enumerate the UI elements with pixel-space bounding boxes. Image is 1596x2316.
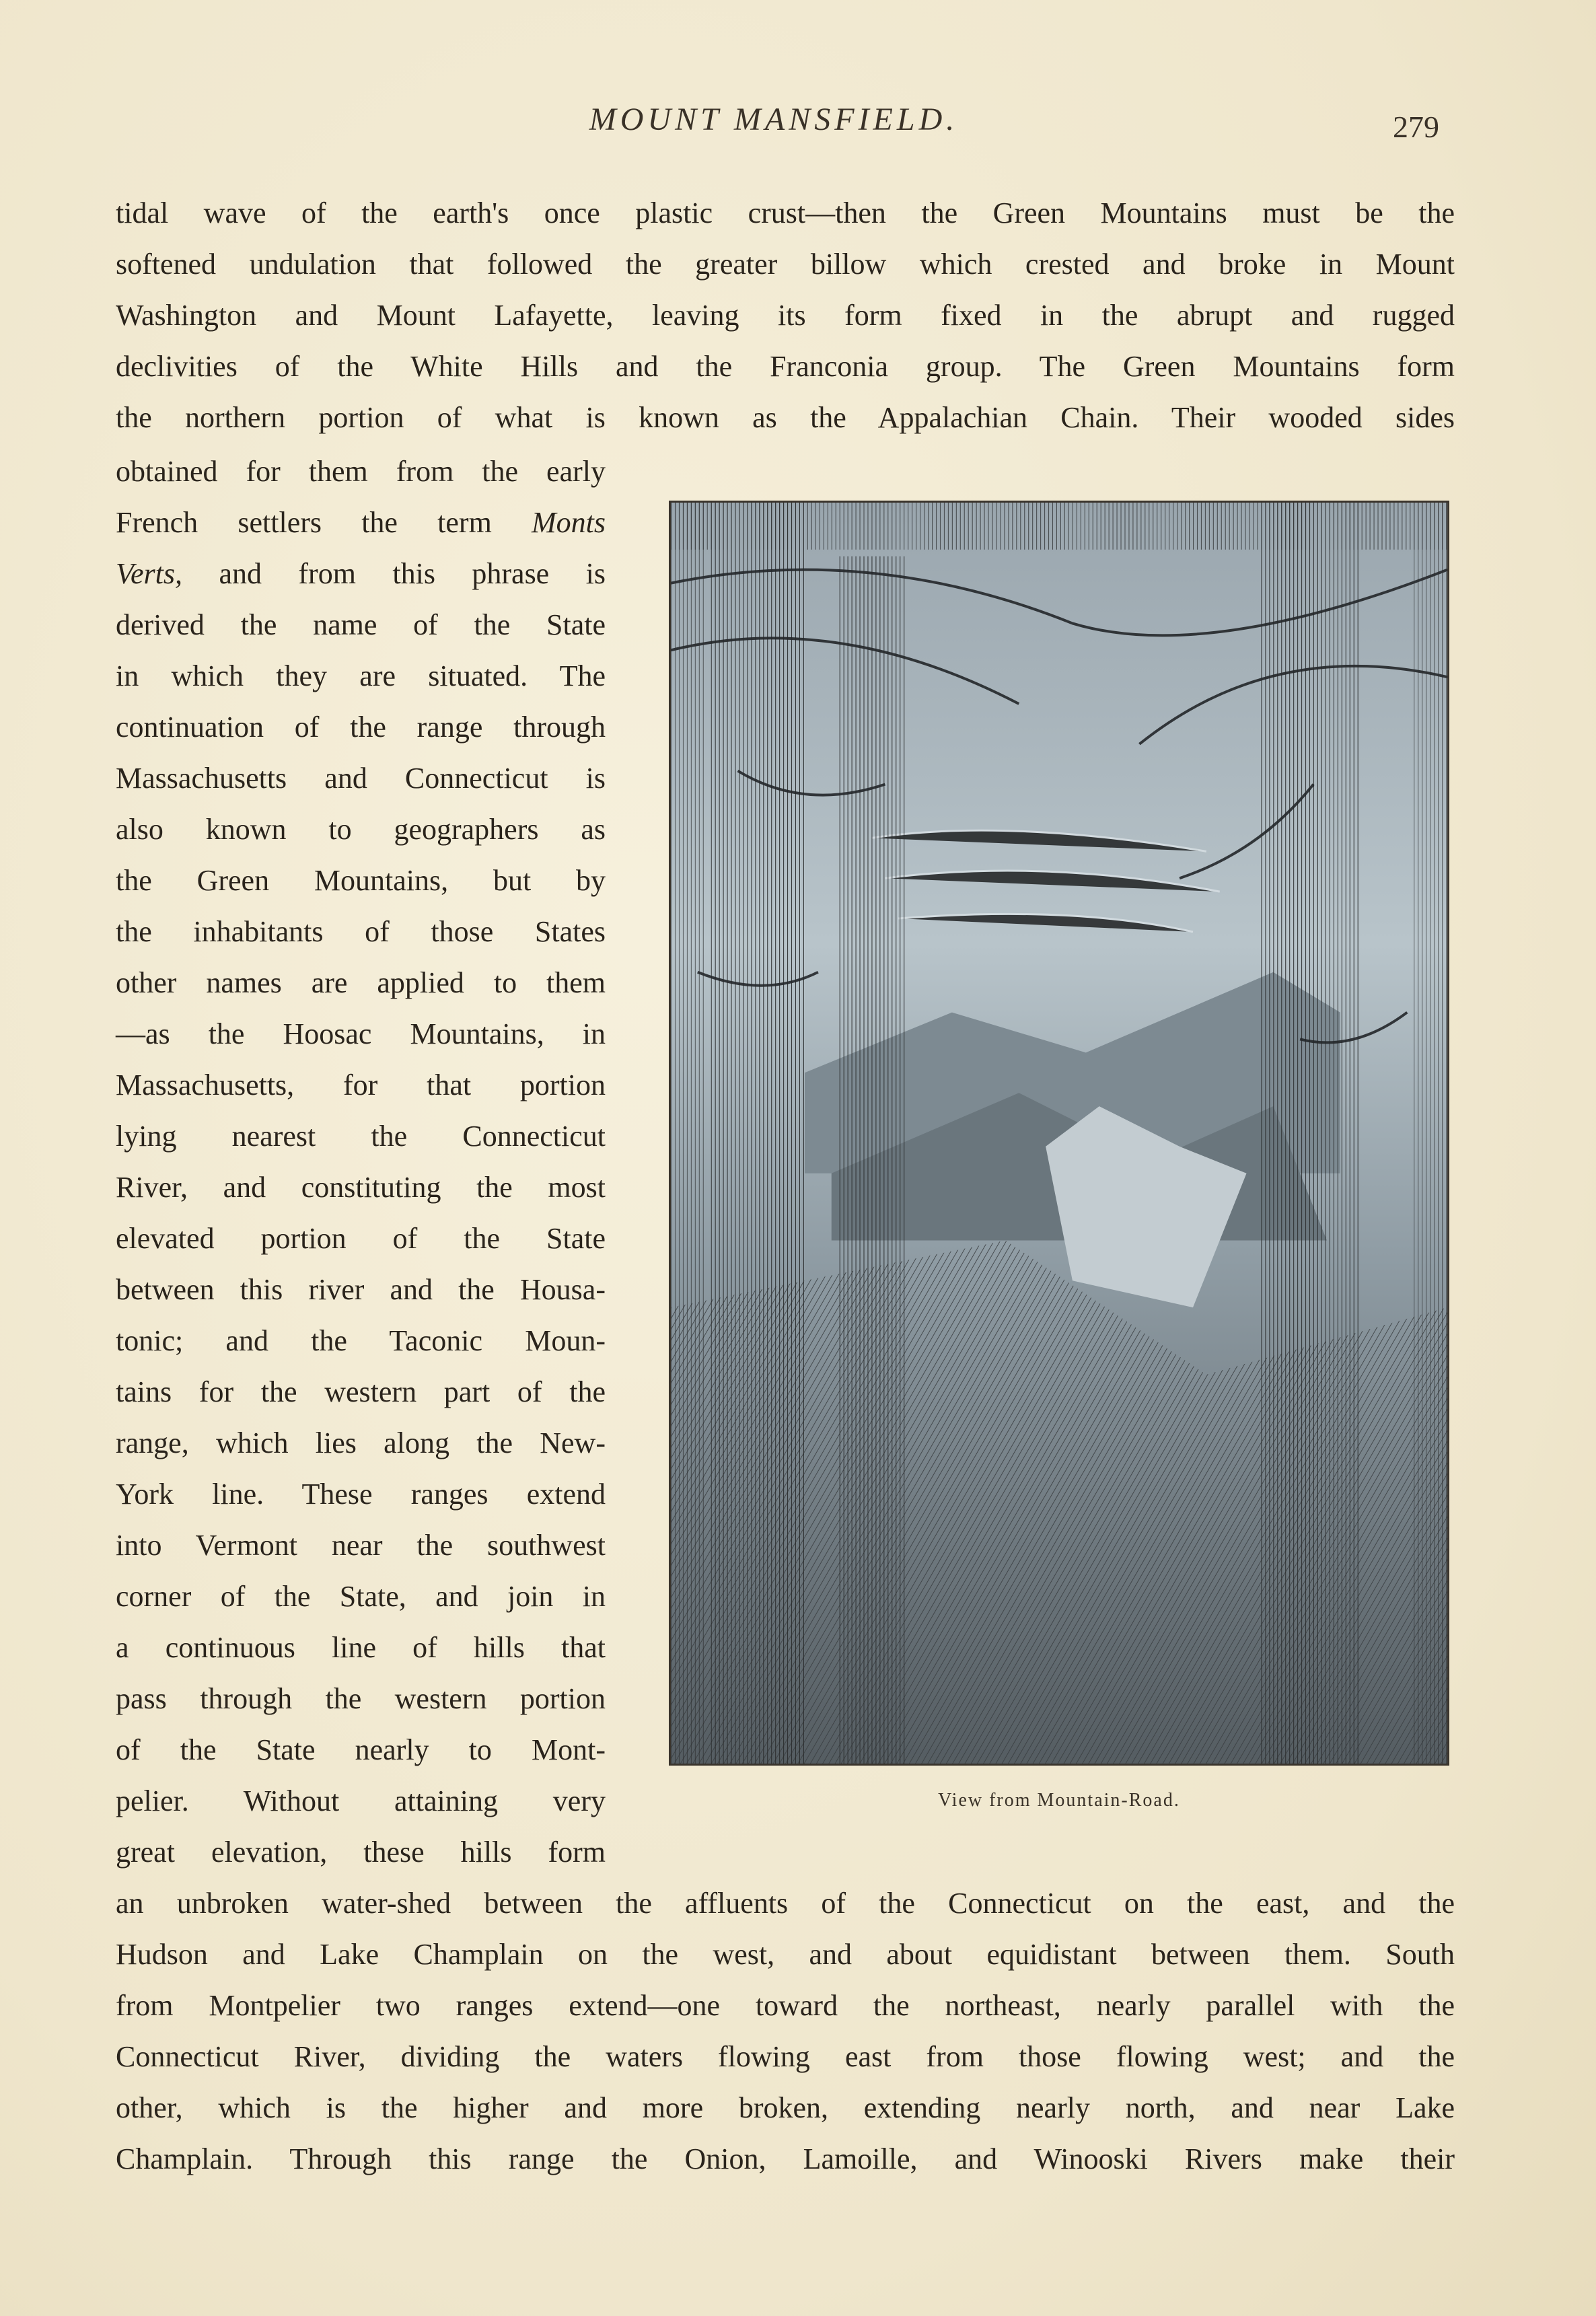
text-line: lying nearest the Connecticut (116, 1120, 606, 1153)
text-line: derived the name of the State (116, 608, 606, 641)
text-line: the northern portion of what is known as the Appalachian Chain. Their wooded sides (116, 401, 1455, 434)
running-head (0, 101, 1596, 148)
text-line: a continuous line of hills that (116, 1631, 606, 1664)
text-line: Champlain. Through this range the Onion, Lamoille, and Winooski Rivers make their (116, 2142, 1455, 2175)
text-line: range, which lies along the New- (116, 1426, 606, 1459)
text-line: Massachusetts, for that portion (116, 1069, 606, 1101)
italic-term: Verts, (116, 557, 182, 590)
text-line: obtained for them from the early (116, 455, 606, 488)
text-line: the Green Mountains, but by (116, 864, 606, 897)
text-line: the inhabitants of those States (116, 915, 606, 948)
text-line (116, 499, 606, 546)
text-line: elevated portion of the State (116, 1222, 606, 1255)
forest-valley-engraving (671, 503, 1447, 1764)
text-line: tidal wave of the earth's once plastic crust—then the Green Mountains must be the (116, 196, 1455, 229)
text-line: Connecticut River, dividing the waters flowing east from those flowing west; and the (116, 2040, 1455, 2073)
text-line: pelier. Without attaining very (116, 1784, 606, 1817)
text-line: into Vermont near the southwest (116, 1529, 606, 1562)
text-line: great elevation, these hills form (116, 1836, 606, 1869)
text-line: tonic; and the Taconic Moun- (116, 1324, 606, 1357)
text-line: corner of the State, and join in (116, 1580, 606, 1613)
page-title: MOUNT MANSFIELD. (589, 102, 959, 137)
text-line: River, and constituting the most (116, 1171, 606, 1204)
engraving-illustration (669, 501, 1449, 1766)
text-line: York line. These ranges extend (116, 1478, 606, 1511)
text-line: tains for the western part of the (116, 1375, 606, 1408)
text-line: continuation of the range through (116, 711, 606, 744)
text-run: and from this phrase is (182, 557, 606, 590)
figure-caption: View from Mountain-Road. (938, 1790, 1180, 1811)
text-line: other, which is the higher and more broken, extending nearly north, and near Lake (116, 2091, 1455, 2124)
text-line: —as the Hoosac Mountains, in (116, 1017, 606, 1050)
text-line: also known to geographers as (116, 813, 606, 846)
text-line: Washington and Mount Lafayette, leaving its form fixed in the abrupt and rugged (116, 299, 1455, 332)
page-number: 279 (1393, 110, 1439, 144)
text-line: Hudson and Lake Champlain on the west, and about equidistant between them. South (116, 1938, 1455, 1971)
text-line: Massachusetts and Connecticut is (116, 762, 606, 795)
text-line: of the State nearly to Mont- (116, 1733, 606, 1766)
text-line: an unbroken water-shed between the affluents of the Connecticut on the east, and the (116, 1887, 1455, 1920)
text-line: pass through the western portion (116, 1682, 606, 1715)
text-run: French settlers the term (116, 506, 532, 539)
text-line: between this river and the Housa- (116, 1273, 606, 1306)
text-line (116, 550, 606, 598)
text-line: in which they are situated. The (116, 659, 606, 692)
text-line: from Montpelier two ranges extend—one toward the northeast, nearly parallel with the (116, 1989, 1455, 2022)
text-line: declivities of the White Hills and the Franconia group. The Green Mountains form (116, 350, 1455, 383)
text-line: softened undulation that followed the greater billow which crested and broke in Mount (116, 248, 1455, 281)
text-line: other names are applied to them (116, 966, 606, 999)
italic-term: Monts (532, 506, 606, 539)
